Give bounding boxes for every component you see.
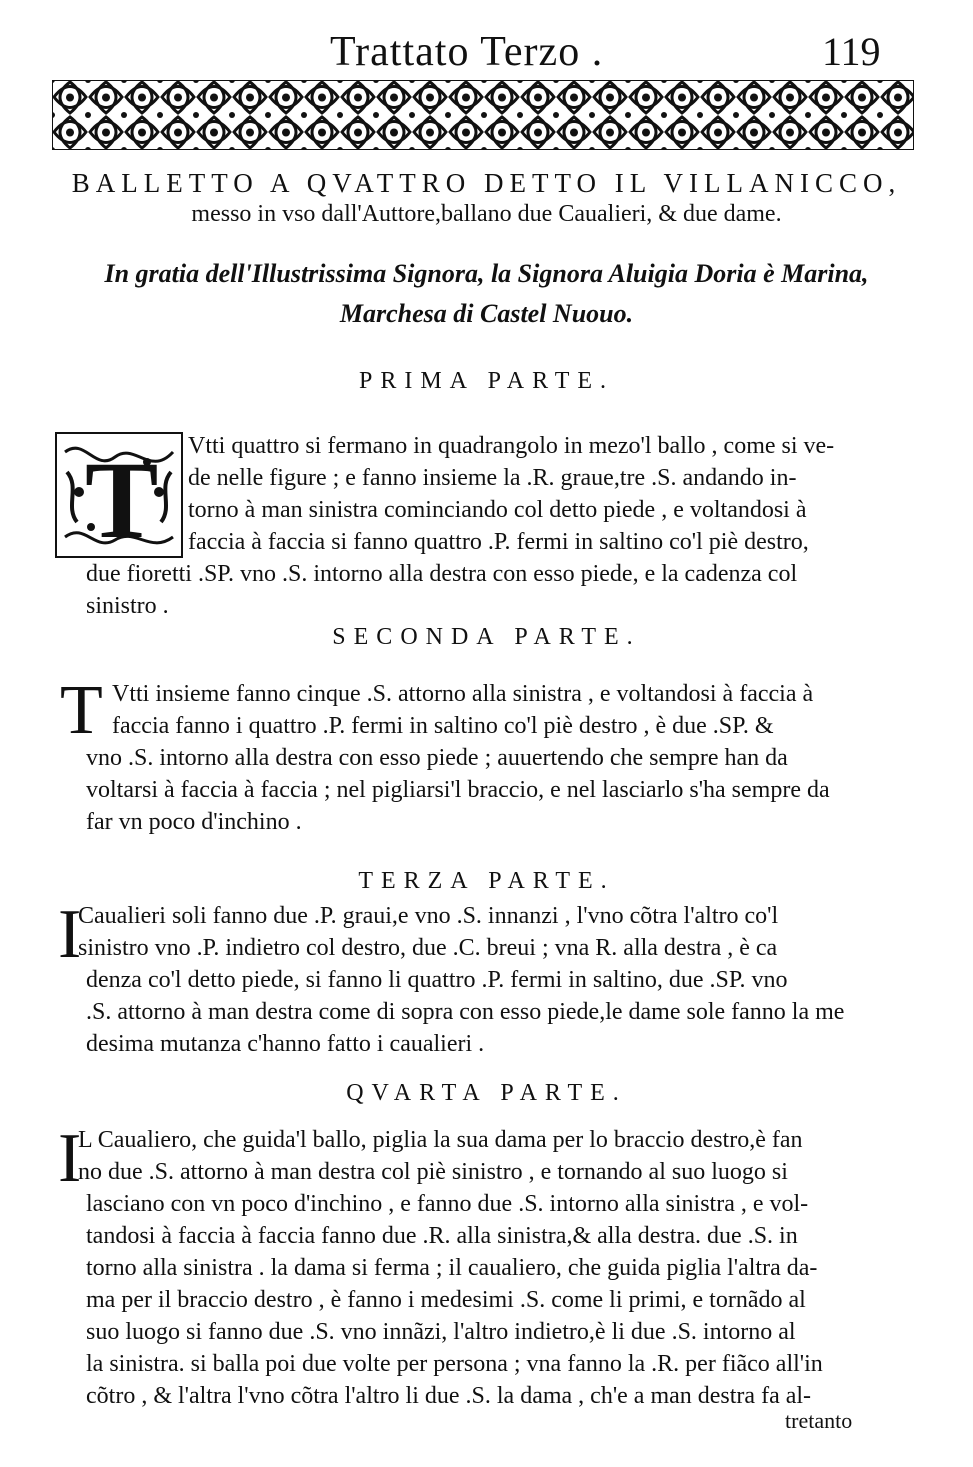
terza-line-3: denza co'l detto piede, si fanno li quattro .P. fermi in saltino, due .SP. vno xyxy=(86,967,788,993)
drop-cap-letter: I xyxy=(58,1120,82,1197)
quarta-line-1: L Caualiero, che guida'l ballo, piglia la sua dama per lo braccio destro,è fan xyxy=(78,1127,803,1153)
section-heading-terza: TERZA PARTE. xyxy=(358,868,615,894)
terza-line-4: .S. attorno à man destra come di sopra con esso piede,le dame sole fanno la me xyxy=(86,999,845,1025)
title-block xyxy=(40,168,933,228)
terza-line-1: Caualieri soli fanno due .P. graui,e vno .S. innanzi , l'vno cõtra l'altro co'l xyxy=(78,903,779,929)
seconda-line-1: Vtti insieme fanno cinque .S. attorno alla sinistra , e voltandosi à faccia à xyxy=(112,681,814,707)
terza-line-5: desima mutanza c'hanno fatto i caualieri . xyxy=(86,1031,485,1057)
quarta-line-4: tandosi à faccia à faccia fanno due .R. alla sinistra,& alla destra. due .S. in xyxy=(86,1223,798,1249)
prima-line-4: faccia à faccia si fanno quattro .P. fermi in saltino co'l piè destro, xyxy=(188,529,809,555)
title-subtitle: messo in vso dall'Auttore,ballano due Caualieri, & due dame. xyxy=(191,201,782,227)
seconda-line-2: faccia fanno i quattro .P. fermi in saltino co'l piè destro , è due .SP. & xyxy=(112,713,774,739)
quarta-line-9: cõtro , & l'altra l'vno cõtra l'altro li due .S. la dama , ch'e a man destra fa al- xyxy=(86,1383,812,1409)
page-number: 119 xyxy=(822,29,881,74)
section-heading-seconda: SECONDA PARTE. xyxy=(332,624,641,650)
title-main: BALLETTO A QVATTRO DETTO IL VILLANICCO, xyxy=(71,168,902,198)
running-title: Trattato Terzo . xyxy=(330,29,604,75)
dedication xyxy=(40,254,933,334)
quarta-line-5: torno alla sinistra . la dama si ferma ; il caualiero, che guida piglia l'altra da- xyxy=(86,1255,818,1281)
decorated-initial-t xyxy=(55,432,183,561)
running-head xyxy=(0,28,973,78)
catchword: tretanto xyxy=(785,1408,853,1433)
section-heading-prima: PRIMA PARTE. xyxy=(358,368,615,394)
dedication-line-2: Marchesa di Castel Nuouo. xyxy=(339,299,634,328)
seconda-line-3: vno .S. intorno alla destra con esso piede ; auuertendo che sempre han da xyxy=(86,745,788,771)
ornamental-band xyxy=(52,80,914,150)
quarta-line-3: lasciano con vn poco d'inchino , e fanno due .S. intorno alla sinistra , e vol- xyxy=(86,1191,809,1217)
prima-line-6: sinistro . xyxy=(86,593,169,619)
drop-cap-letter: T xyxy=(60,672,103,749)
drop-cap-letter: I xyxy=(58,896,82,973)
prima-line-1: Vtti quattro si fermano in quadrangolo in mezo'l ballo , come si ve- xyxy=(188,433,835,459)
quarta-line-6: ma per il braccio destro , è fanno i medesimi .S. come li primi, e tornãdo al xyxy=(86,1287,806,1313)
terza-line-2: sinistro vno .P. indietro col destro, due .C. breui ; vna R. alla destra , è ca xyxy=(78,935,778,961)
prima-line-3: torno à man sinistra cominciando col detto piede , e voltandosi à xyxy=(188,497,807,523)
section-heading-quarta: QVARTA PARTE. xyxy=(346,1080,627,1106)
quarta-line-7: suo luogo si fanno due .S. vno innãzi, l'altro indietro,è li due .S. intorno al xyxy=(86,1319,796,1345)
prima-line-5: due fioretti .SP. vno .S. intorno alla destra con esso piede, e la cadenza col xyxy=(86,561,798,587)
seconda-line-5: far vn poco d'inchino . xyxy=(86,809,302,835)
seconda-line-4: voltarsi à faccia à faccia ; nel pigliarsi'l braccio, e nel lasciarlo s'ha sempre da xyxy=(86,777,830,803)
dedication-line-1: In gratia dell'Illustrissima Signora, la Signora Aluigia Doria è Marina, xyxy=(104,259,869,288)
drop-cap-letter: T xyxy=(85,439,159,561)
quarta-line-8: la sinistra. si balla poi due volte per persona ; vna fanno la .R. per fiãco all'in xyxy=(86,1351,823,1377)
quarta-line-2: no due .S. attorno à man destra col piè sinistro , e tornando al suo luogo si xyxy=(78,1159,788,1185)
prima-line-2: de nelle figure ; e fanno insieme la .R. graue,tre .S. andando in- xyxy=(188,465,797,491)
